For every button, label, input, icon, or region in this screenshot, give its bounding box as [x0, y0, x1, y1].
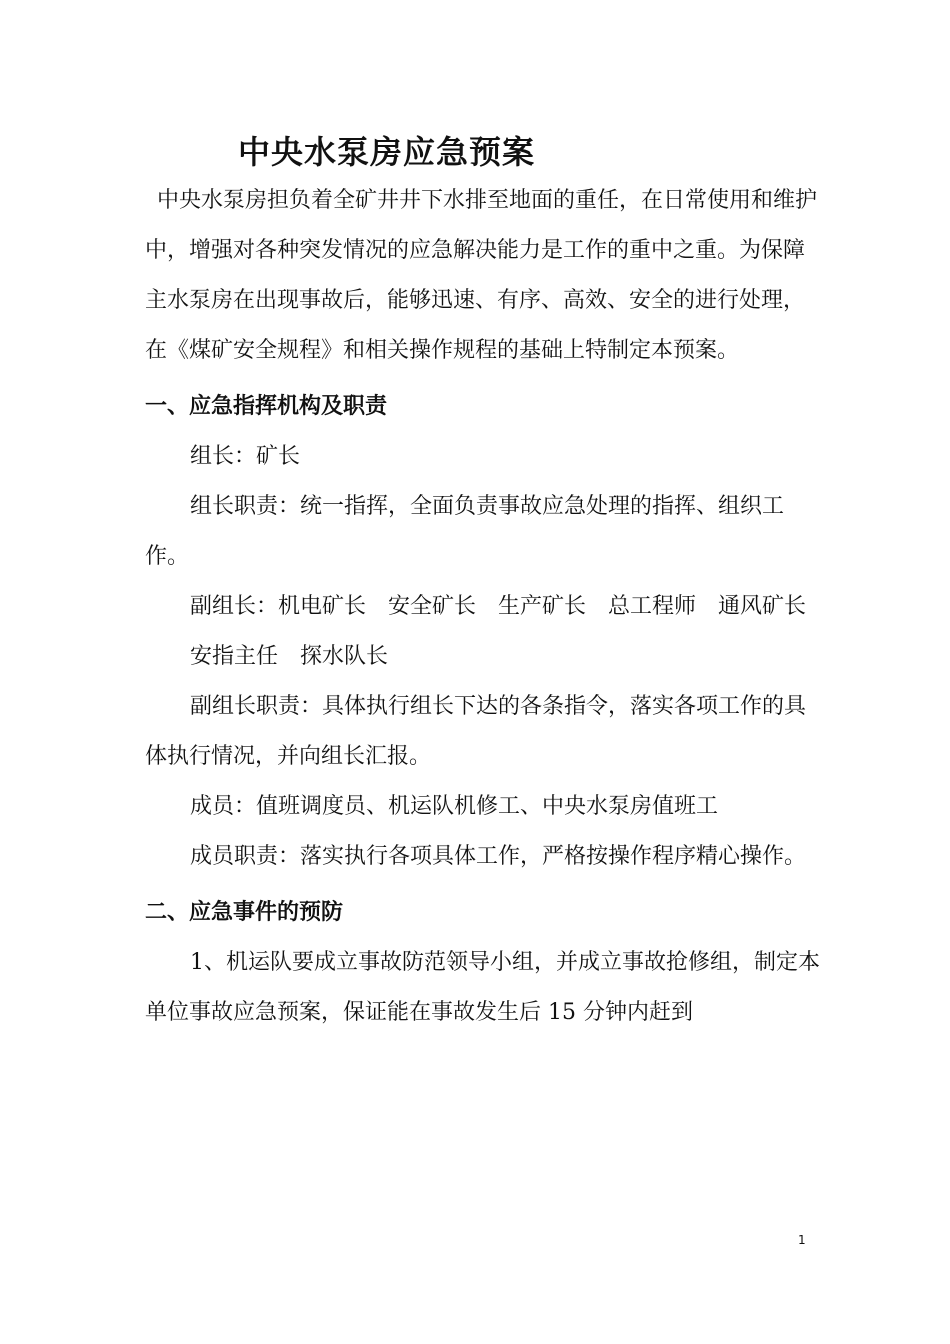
deputy-leaders-extra-line: 安指主任 探水队长	[190, 644, 389, 669]
prevention-item-1: 1、机运队要成立事故防范领导小组，并成立事故抢修组，制定本单位事故应急预案，保证能在事故发生后 15 分钟内赶到	[145, 950, 820, 1025]
deputy-leaders-paragraph: 副组长：机电矿长 安全矿长 生产矿长 总工程师 通风矿长	[190, 594, 807, 619]
leader-line: 组长：矿长	[190, 444, 301, 469]
document-body	[145, 176, 825, 1038]
leader-duty-paragraph: 组长职责：统一指挥，全面负责事故应急处理的指挥、组织工作。	[145, 494, 785, 569]
deputy-duty-paragraph: 副组长职责：具体执行组长下达的各条指令，落实各项工作的具体执行情况，并向组长汇报。	[145, 694, 807, 769]
page-number: 1	[798, 1233, 806, 1247]
section-heading-prevention: 二、应急事件的预防	[145, 900, 344, 925]
page-title: 中央水泵房应急预案	[238, 133, 536, 171]
members-duty-paragraph: 成员职责：落实执行各项具体工作，严格按操作程序精心操作。	[190, 844, 807, 869]
intro-paragraph: 中央水泵房担负着全矿井井下水排至地面的重任，在日常使用和维护中，增强对各种突发情况的应急解决能力是工作的重中之重。为保障主水泵房在出现事故后，能够迅速、有序、高效、安全的进行处理，在《煤矿安全规程》和相关操作规程的基础上特制定本预案。	[145, 188, 818, 363]
members-line: 成员：值班调度员、机运队机修工、中央水泵房值班工	[190, 794, 719, 819]
section-heading-command-structure: 一、应急指挥机构及职责	[145, 394, 388, 419]
